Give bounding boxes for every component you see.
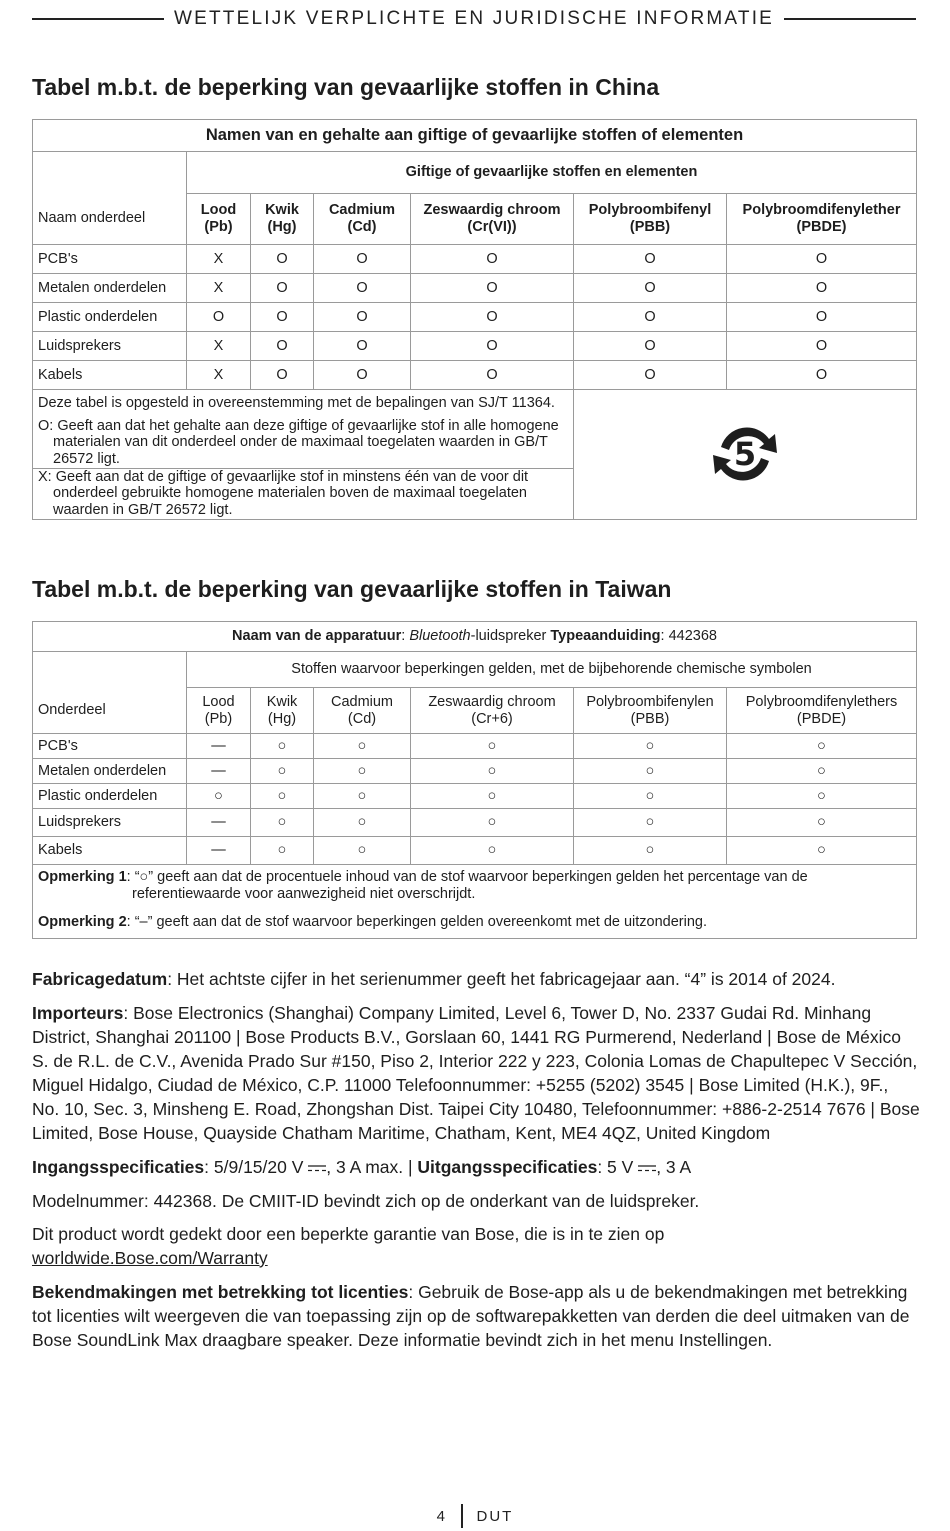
remark-1-label: Opmerking 1 <box>38 869 127 885</box>
warranty-text: Dit product wordt gedekt door een beperkte garantie van Bose, die is in te zien op <box>32 1224 665 1244</box>
cell: ○ <box>411 809 574 837</box>
header-rule-right <box>784 18 916 20</box>
cell: O <box>574 274 727 303</box>
cell: ○ <box>727 734 917 759</box>
cell: ○ <box>251 759 314 784</box>
china-subheader: Giftige of gevaarlijke stoffen en elementen <box>187 152 917 194</box>
cell: ○ <box>251 837 314 865</box>
taiwan-rohs-table <box>32 621 917 939</box>
cell: O <box>411 303 574 332</box>
china-col-header: Lood (Pb) <box>187 194 251 245</box>
cell: O <box>411 332 574 361</box>
table-row <box>33 332 917 361</box>
cell: O <box>314 303 411 332</box>
importers <box>32 1001 920 1145</box>
part-name: Kabels <box>33 361 187 390</box>
header-rule-left <box>32 18 164 20</box>
cell: O <box>574 361 727 390</box>
cell: ○ <box>727 784 917 809</box>
cell: O <box>411 245 574 274</box>
dc-current-icon <box>308 1163 326 1173</box>
part-name: Luidsprekers <box>33 809 187 837</box>
cell: ○ <box>314 734 411 759</box>
cell: O <box>727 361 917 390</box>
efup-recycle-icon <box>703 417 787 491</box>
cell: O <box>727 303 917 332</box>
input-spec-rest: , 3 A max. | <box>326 1157 418 1177</box>
cell: — <box>187 734 251 759</box>
table-row <box>33 245 917 274</box>
output-spec-label: Uitgangsspecificaties <box>417 1157 598 1177</box>
cell: ○ <box>251 784 314 809</box>
taiwan-remarks <box>33 865 917 939</box>
cell: — <box>187 809 251 837</box>
cell: X <box>187 361 251 390</box>
cell: O <box>251 245 314 274</box>
footer-separator <box>461 1504 463 1528</box>
taiwan-remark-1 <box>38 869 911 902</box>
taiwan-part-header: Onderdeel <box>33 688 187 734</box>
cell: O <box>251 361 314 390</box>
cell: O <box>314 361 411 390</box>
input-spec-label: Ingangsspecificaties <box>32 1157 205 1177</box>
china-col-header: Zeswaardig chroom (Cr(VI)) <box>411 194 574 245</box>
part-name: Metalen onderdelen <box>33 274 187 303</box>
page-header <box>32 6 916 32</box>
cell: ○ <box>727 837 917 865</box>
table-row <box>33 809 917 837</box>
license-info <box>32 1280 920 1352</box>
cell: O <box>251 332 314 361</box>
taiwan-col-header: Cadmium (Cd) <box>314 688 411 734</box>
cell: ○ <box>727 759 917 784</box>
fabrication-label: Fabricagedatum <box>32 969 168 989</box>
type-value: : 442368 <box>660 628 717 645</box>
china-note-x: X: Geeft aan dat de giftige of gevaarlijke stof in minstens één van de voor dit onderdeel gebruikte homogene materialen boven de maximaal toegelaten waarden in GB/T 26572 ligt. <box>38 468 529 518</box>
input-spec-value: : 5/9/15/20 V <box>204 1157 304 1177</box>
table-row <box>33 361 917 390</box>
cell: X <box>187 274 251 303</box>
china-note-o: O: Geeft aan dat het gehalte aan deze giftige of gevaarlijke stof in alle homogene materialen van dit onderdeel onder de maximaal toegelaten waarden in GB/T 26572 ligt. <box>38 417 559 467</box>
cell: O <box>574 332 727 361</box>
remark-2-text: : “–” geeft aan dat de stof waarvoor beperkingen gelden overeenkomt met de uitzondering. <box>126 914 708 931</box>
china-col-header: Cadmium (Cd) <box>314 194 411 245</box>
device-rest: -luidspreker <box>470 628 551 645</box>
cell: ○ <box>574 784 727 809</box>
cell: O <box>251 274 314 303</box>
page-number: 4 <box>436 1507 447 1525</box>
china-col-header: Polybroombifenyl (PBB) <box>574 194 727 245</box>
cell: O <box>314 274 411 303</box>
cell: O <box>187 303 251 332</box>
cell: ○ <box>574 734 727 759</box>
cell: ○ <box>574 837 727 865</box>
cell: O <box>727 332 917 361</box>
part-name: Plastic onderdelen <box>33 303 187 332</box>
part-name: Kabels <box>33 837 187 865</box>
table-row <box>33 734 917 759</box>
cell: ○ <box>314 837 411 865</box>
output-spec-value: : 5 V <box>597 1157 634 1177</box>
cell: O <box>727 274 917 303</box>
cell: O <box>574 303 727 332</box>
cell: ○ <box>411 734 574 759</box>
warranty-info <box>32 1222 920 1270</box>
license-text: : Gebruik de Bose-app als u de bekendmakingen met betrekking tot licenties wilt weergeven die van toepassing zijn op de softwarepakketten van derden die deel uitmaken van de Bose SoundLink Max draagbare speaker. Deze informatie bevindt zich in het menu Instellingen. <box>32 1282 910 1350</box>
power-specs <box>32 1155 920 1179</box>
cell: O <box>251 303 314 332</box>
part-name: Metalen onderdelen <box>33 759 187 784</box>
part-name: PCB's <box>33 245 187 274</box>
page-footer <box>0 1501 950 1531</box>
importers-text: : Bose Electronics (Shanghai) Company Limited, Level 6, Tower D, No. 2337 Gudai Rd. Minhang District, Shanghai 201100 | Bose Products B.V., Gorslaan 60, 1441 RG Purmerend, Nederland | Bose de México S. de R.L. de C.V., Avenida Prado Sur #150, Piso 2, Interior 222 y 223, Colonia Lomas de Chapultepec V Sección, Miguel Hidalgo, Ciudad de México, C.P. 11000 Telefoonnummer: +5255 (5202) 3545 | Bose Limited (H.K.), 9F., No. 10, Sec. 3, Minsheng E. Road, Zhongshan Dist. Taipei City 10480, Telefoonnummer: +886-2-2514 7676 | Bose Limited, Bose House, Quayside Chatham Maritime, Chatham, Kent, ME4 4QZ, United Kingdom <box>32 1003 920 1143</box>
dc-current-icon <box>638 1163 656 1173</box>
china-note-x-cell <box>33 468 574 519</box>
language-code: DUT <box>476 1507 514 1525</box>
cell: ○ <box>727 809 917 837</box>
efup-cell <box>574 390 917 520</box>
page-header-title: WETTELIJK VERPLICHTE EN JURIDISCHE INFORMATIE <box>173 8 775 29</box>
china-part-header: Naam onderdeel <box>33 194 187 245</box>
taiwan-empty-cell <box>33 652 187 688</box>
cell: ○ <box>411 784 574 809</box>
table-row <box>33 303 917 332</box>
cell: ○ <box>411 837 574 865</box>
cell: ○ <box>314 784 411 809</box>
taiwan-col-header: Kwik (Hg) <box>251 688 314 734</box>
license-label: Bekendmakingen met betrekking tot licenties <box>32 1282 409 1302</box>
taiwan-col-header: Polybroombifenylen (PBB) <box>574 688 727 734</box>
cell: ○ <box>574 809 727 837</box>
cell: — <box>187 759 251 784</box>
cell: O <box>727 245 917 274</box>
cell: X <box>187 245 251 274</box>
cell: O <box>314 245 411 274</box>
china-note-o-cell <box>33 418 574 469</box>
taiwan-remark-2 <box>38 914 911 931</box>
fabrication-text: : Het achtste cijfer in het serienummer geeft het fabricagejaar aan. “4” is 2014 of 2024. <box>167 969 836 989</box>
remark-1-text: : “○” geeft aan dat de procentuele inhoud van de stof waarvoor beperkingen gelden het percentage van de referentiewaarde voor aanwezigheid niet overschrijdt. <box>126 869 808 902</box>
warranty-link[interactable]: worldwide.Bose.com/Warranty <box>32 1248 268 1268</box>
part-name: Luidsprekers <box>33 332 187 361</box>
china-note-standard: Deze tabel is opgesteld in overeenstemming met de bepalingen van SJ/T 11364. <box>33 390 574 418</box>
device-label: Naam van de apparatuur <box>232 628 402 645</box>
taiwan-col-header: Polybroomdifenylethers (PBDE) <box>727 688 917 734</box>
china-heading: Tabel m.b.t. de beperking van gevaarlijke stoffen in China <box>32 74 660 100</box>
cell: — <box>187 837 251 865</box>
cell: ○ <box>187 784 251 809</box>
cell: ○ <box>411 759 574 784</box>
table-row <box>33 274 917 303</box>
output-spec-rest: , 3 A <box>656 1157 692 1177</box>
taiwan-heading: Tabel m.b.t. de beperking van gevaarlijke stoffen in Taiwan <box>32 576 672 602</box>
efup-number: 5 <box>733 435 757 474</box>
cell: ○ <box>251 809 314 837</box>
cell: ○ <box>251 734 314 759</box>
china-table-title: Namen van en gehalte aan giftige of gevaarlijke stoffen of elementen <box>33 120 917 152</box>
cell: ○ <box>314 809 411 837</box>
type-label: Typeaanduiding <box>550 628 661 645</box>
taiwan-col-header: Lood (Pb) <box>187 688 251 734</box>
taiwan-device-row: Naam van de apparatuur: Bluetooth-luidspreker Typeaanduiding: 442368 <box>33 622 917 652</box>
table-row <box>33 759 917 784</box>
fabrication-date <box>32 967 920 991</box>
table-row <box>33 837 917 865</box>
china-col-header: Kwik (Hg) <box>251 194 314 245</box>
remark-2-label: Opmerking 2 <box>38 914 127 931</box>
china-rohs-table <box>32 119 917 520</box>
model-number: Modelnummer: 442368. De CMIIT-ID bevindt zich op de onderkant van de luidspreker. <box>32 1191 700 1211</box>
china-col-header: Polybroomdifenylether (PBDE) <box>727 194 917 245</box>
part-name: PCB's <box>33 734 187 759</box>
cell: ○ <box>574 759 727 784</box>
cell: O <box>411 361 574 390</box>
importers-label: Importeurs <box>32 1003 124 1023</box>
taiwan-subheader: Stoffen waarvoor beperkingen gelden, met de bijbehorende chemische symbolen <box>187 652 917 688</box>
table-row <box>33 784 917 809</box>
china-empty-cell <box>33 152 187 194</box>
cell: O <box>574 245 727 274</box>
cell: O <box>411 274 574 303</box>
device-brand: Bluetooth <box>409 628 471 645</box>
cell: ○ <box>314 759 411 784</box>
taiwan-col-header: Zeswaardig chroom (Cr+6) <box>411 688 574 734</box>
cell: O <box>314 332 411 361</box>
part-name: Plastic onderdelen <box>33 784 187 809</box>
cell: X <box>187 332 251 361</box>
